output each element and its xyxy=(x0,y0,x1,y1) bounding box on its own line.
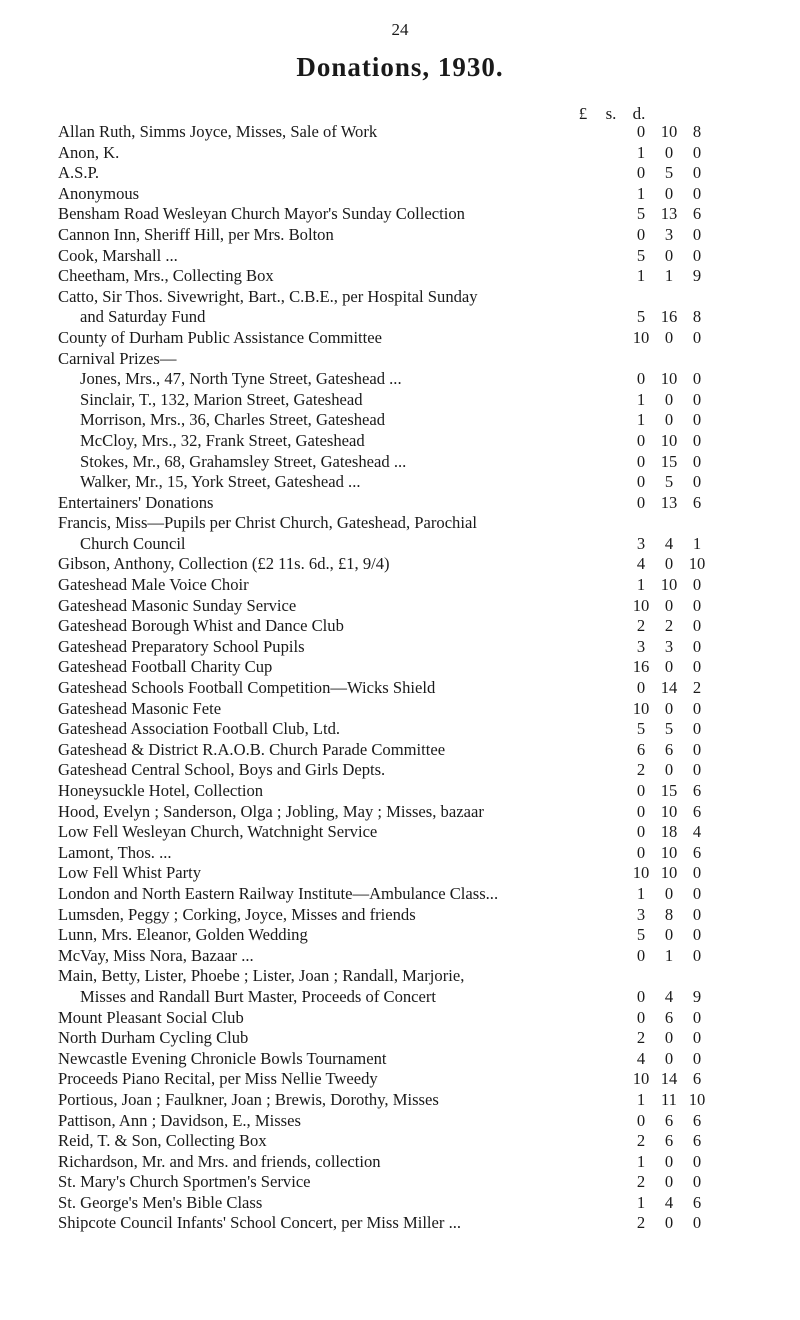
amount-pounds: 1 xyxy=(636,1151,646,1171)
donation-row xyxy=(58,534,798,555)
donation-row xyxy=(58,925,798,946)
donor-name: Low Fell Whist Party xyxy=(58,863,202,883)
donation-row xyxy=(58,657,798,678)
donor-name: Catto, Sir Thos. Sivewright, Bart., C.B.E., per Hospital Sunday xyxy=(58,286,478,306)
donations-list xyxy=(58,122,798,1234)
amount-pounds: 0 xyxy=(636,801,646,821)
amount-shillings: 16 xyxy=(660,307,678,327)
amount-pounds: 1 xyxy=(636,883,646,903)
donation-row xyxy=(58,740,798,761)
amount-shillings: 4 xyxy=(664,1192,674,1212)
donation-row xyxy=(58,554,798,575)
amount-shillings: 5 xyxy=(664,719,674,739)
amount-shillings: 6 xyxy=(664,1131,674,1151)
donor-name: Gateshead Masonic Fete xyxy=(58,698,222,718)
amount-pounds: 2 xyxy=(636,1028,646,1048)
amount-pounds: 0 xyxy=(636,224,646,244)
donation-row xyxy=(58,431,798,452)
donation-row xyxy=(58,287,798,308)
donation-row xyxy=(58,863,798,884)
donor-name: Pattison, Ann ; Davidson, E., Misses xyxy=(58,1110,301,1130)
amount-shillings: 0 xyxy=(664,883,674,903)
donation-row xyxy=(58,266,798,287)
donation-row xyxy=(58,1090,798,1111)
amount-pence: 6 xyxy=(692,492,702,512)
amount-shillings: 0 xyxy=(664,925,674,945)
amount-pence: 0 xyxy=(692,430,702,450)
donation-row xyxy=(58,946,798,967)
amount-pence: 0 xyxy=(692,1007,702,1027)
amount-pounds: 1 xyxy=(636,389,646,409)
amount-pounds: 0 xyxy=(636,1110,646,1130)
amount-pence: 10 xyxy=(688,1089,706,1109)
amount-pounds: 2 xyxy=(636,616,646,636)
donation-row xyxy=(58,307,798,328)
pence-header: d. xyxy=(632,104,646,123)
amount-pounds: 2 xyxy=(636,760,646,780)
donation-row xyxy=(58,637,798,658)
donor-name: Church Council xyxy=(80,533,186,553)
amount-shillings: 0 xyxy=(664,657,674,677)
donor-name: North Durham Cycling Club xyxy=(58,1028,249,1048)
amount-pence: 0 xyxy=(692,410,702,430)
donation-row xyxy=(58,1069,798,1090)
amount-pence: 0 xyxy=(692,163,702,183)
donation-row xyxy=(58,246,798,267)
amount-pounds: 0 xyxy=(636,492,646,512)
amount-pence: 9 xyxy=(692,266,702,286)
amount-pence: 0 xyxy=(692,183,702,203)
amount-pence: 0 xyxy=(692,698,702,718)
amount-pence: 0 xyxy=(692,636,702,656)
amount-shillings: 15 xyxy=(660,781,678,800)
amount-pence: 0 xyxy=(692,925,702,945)
amount-shillings: 5 xyxy=(664,163,674,183)
donation-row xyxy=(58,1049,798,1070)
page-number: 24 xyxy=(391,20,409,39)
amount-pounds: 2 xyxy=(636,1172,646,1192)
donation-row xyxy=(58,616,798,637)
amount-pounds: 0 xyxy=(636,369,646,389)
donor-name: Carnival Prizes— xyxy=(58,348,177,368)
amount-pounds: 2 xyxy=(636,1131,646,1151)
amount-shillings: 10 xyxy=(660,369,678,389)
amount-shillings: 13 xyxy=(660,492,678,512)
amount-shillings: 1 xyxy=(664,266,674,286)
donor-name: Gateshead Association Football Club, Ltd. xyxy=(58,719,341,739)
donor-name: Cook, Marshall ... xyxy=(58,245,178,265)
donor-name: Gateshead Preparatory School Pupils xyxy=(58,636,305,656)
donor-name: Allan Ruth, Simms Joyce, Misses, Sale of Work xyxy=(58,122,378,141)
amount-pounds: 1 xyxy=(636,1089,646,1109)
donor-name: Portious, Joan ; Faulkner, Joan ; Brewis, Dorothy, Misses xyxy=(58,1089,439,1109)
donor-name: Gateshead Central School, Boys and Girls Depts. xyxy=(58,760,386,780)
amount-pounds: 1 xyxy=(636,142,646,162)
amount-pence: 0 xyxy=(692,657,702,677)
donation-row xyxy=(58,493,798,514)
amount-pounds: 1 xyxy=(636,266,646,286)
amount-pounds: 10 xyxy=(632,863,650,883)
amount-pounds: 2 xyxy=(636,1213,646,1233)
donor-name: London and North Eastern Railway Institute—Ambulance Class... xyxy=(58,883,499,903)
amount-pence: 0 xyxy=(692,389,702,409)
donor-name: Morrison, Mrs., 36, Charles Street, Gateshead xyxy=(80,410,386,430)
donor-name: Anonymous xyxy=(58,183,140,203)
amount-shillings: 0 xyxy=(664,1213,674,1233)
amount-pounds: 0 xyxy=(636,451,646,471)
donor-name: Mount Pleasant Social Club xyxy=(58,1007,244,1027)
donor-name: Gateshead Football Charity Cup xyxy=(58,657,273,677)
donor-name: Jones, Mrs., 47, North Tyne Street, Gateshead ... xyxy=(80,369,402,389)
amount-shillings: 0 xyxy=(664,554,674,574)
amount-pence: 0 xyxy=(692,595,702,615)
donor-name: Richardson, Mr. and Mrs. and friends, collection xyxy=(58,1151,381,1171)
amount-pounds: 16 xyxy=(632,657,650,677)
amount-pence: 2 xyxy=(692,678,702,698)
amount-pence: 6 xyxy=(692,801,702,821)
amount-pounds: 5 xyxy=(636,719,646,739)
amount-shillings: 15 xyxy=(660,451,678,471)
donation-row xyxy=(58,1193,798,1214)
donation-row xyxy=(58,699,798,720)
amount-shillings: 8 xyxy=(664,904,674,924)
donation-row xyxy=(58,513,798,534)
amount-pounds: 4 xyxy=(636,1048,646,1068)
amount-pounds: 0 xyxy=(636,430,646,450)
amount-pounds: 5 xyxy=(636,307,646,327)
amount-pence: 0 xyxy=(692,245,702,265)
donor-name: Gateshead & District R.A.O.B. Church Parade Committee xyxy=(58,739,446,759)
amount-shillings: 11 xyxy=(661,1089,677,1109)
amount-pounds: 3 xyxy=(636,904,646,924)
amount-shillings: 6 xyxy=(664,1110,674,1130)
donation-row xyxy=(58,760,798,781)
donor-name: Stokes, Mr., 68, Grahamsley Street, Gateshead ... xyxy=(80,451,407,471)
donor-name: Proceeds Piano Recital, per Miss Nellie Tweedy xyxy=(58,1069,378,1089)
donor-name: St. George's Men's Bible Class xyxy=(58,1192,263,1212)
amount-shillings: 6 xyxy=(664,739,674,759)
amount-shillings: 0 xyxy=(664,595,674,615)
amount-pence: 0 xyxy=(692,224,702,244)
amount-pence: 0 xyxy=(692,451,702,471)
amount-pence: 0 xyxy=(692,472,702,492)
donation-row xyxy=(58,575,798,596)
donation-row xyxy=(58,1152,798,1173)
donor-name: Misses and Randall Burt Master, Proceeds of Concert xyxy=(80,986,437,1006)
amount-pounds: 6 xyxy=(636,739,646,759)
amount-pounds: 0 xyxy=(636,781,646,800)
donor-name: Low Fell Wesleyan Church, Watchnight Service xyxy=(58,822,378,842)
donor-name: Newcastle Evening Chronicle Bowls Tournament xyxy=(58,1048,387,1068)
amount-pounds: 0 xyxy=(636,822,646,842)
donation-row xyxy=(58,369,798,390)
amount-shillings: 3 xyxy=(664,636,674,656)
donor-name: St. Mary's Church Sportmen's Service xyxy=(58,1172,311,1192)
amount-pence: 0 xyxy=(692,575,702,595)
amount-pence: 0 xyxy=(692,945,702,965)
donation-row xyxy=(58,719,798,740)
amount-pounds: 0 xyxy=(636,122,646,141)
amount-shillings: 14 xyxy=(660,1069,678,1089)
donation-row xyxy=(58,1008,798,1029)
donation-row xyxy=(58,1111,798,1132)
amount-shillings: 10 xyxy=(660,801,678,821)
donor-name: Shipcote Council Infants' School Concert, per Miss Miller ... xyxy=(58,1213,462,1233)
amount-pence: 0 xyxy=(692,142,702,162)
amount-pounds: 0 xyxy=(636,678,646,698)
amount-shillings: 0 xyxy=(664,142,674,162)
amount-shillings: 14 xyxy=(660,678,678,698)
amount-pence: 0 xyxy=(692,1213,702,1233)
donor-name: Reid, T. & Son, Collecting Box xyxy=(58,1131,267,1151)
donation-row xyxy=(58,143,798,164)
donor-name: Lunn, Mrs. Eleanor, Golden Wedding xyxy=(58,925,308,945)
amount-shillings: 10 xyxy=(660,122,678,141)
donor-name: Walker, Mr., 15, York Street, Gateshead ... xyxy=(80,472,361,492)
amount-shillings: 4 xyxy=(664,533,674,553)
amount-pounds: 1 xyxy=(636,1192,646,1212)
amount-pence: 0 xyxy=(692,719,702,739)
donor-name: Cannon Inn, Sheriff Hill, per Mrs. Bolton xyxy=(58,224,334,244)
amount-shillings: 0 xyxy=(664,183,674,203)
donation-row xyxy=(58,802,798,823)
amount-shillings: 10 xyxy=(660,430,678,450)
donation-row xyxy=(58,1131,798,1152)
amount-pence: 6 xyxy=(692,1131,702,1151)
amount-pounds: 3 xyxy=(636,533,646,553)
donor-name: Entertainers' Donations xyxy=(58,492,214,512)
amount-pence: 0 xyxy=(692,883,702,903)
amount-shillings: 0 xyxy=(664,698,674,718)
amount-shillings: 5 xyxy=(664,472,674,492)
donor-name: Gateshead Male Voice Choir xyxy=(58,575,249,595)
donation-row xyxy=(58,204,798,225)
donation-row xyxy=(58,781,798,802)
amount-pence: 0 xyxy=(692,739,702,759)
amount-pounds: 4 xyxy=(636,554,646,574)
amount-pence: 0 xyxy=(692,369,702,389)
page-title: Donations, 1930. xyxy=(296,52,504,82)
donation-row xyxy=(58,843,798,864)
amount-shillings: 0 xyxy=(664,1028,674,1048)
donation-row xyxy=(58,390,798,411)
donor-name: McVay, Miss Nora, Bazaar ... xyxy=(58,945,254,965)
donor-name: and Saturday Fund xyxy=(80,307,206,327)
donor-name: Gateshead Masonic Sunday Service xyxy=(58,595,297,615)
donation-row xyxy=(58,1213,798,1234)
donor-name: Lumsden, Peggy ; Corking, Joyce, Misses and friends xyxy=(58,904,416,924)
amount-pounds: 0 xyxy=(636,472,646,492)
amount-shillings: 13 xyxy=(660,204,678,224)
donation-row xyxy=(58,410,798,431)
donation-row xyxy=(58,452,798,473)
amount-shillings: 0 xyxy=(664,389,674,409)
amount-pounds: 5 xyxy=(636,925,646,945)
donation-row xyxy=(58,225,798,246)
donation-row xyxy=(58,328,798,349)
amount-pence: 0 xyxy=(692,1172,702,1192)
amount-pence: 6 xyxy=(692,842,702,862)
amount-pence: 0 xyxy=(692,327,702,347)
amount-pounds: 0 xyxy=(636,1007,646,1027)
amount-pounds: 5 xyxy=(636,245,646,265)
amount-pence: 0 xyxy=(692,1151,702,1171)
donation-row xyxy=(58,966,798,987)
donor-name: Honeysuckle Hotel, Collection xyxy=(58,781,264,800)
amount-pence: 4 xyxy=(692,822,702,842)
donor-name: Gateshead Borough Whist and Dance Club xyxy=(58,616,344,636)
amount-pounds: 1 xyxy=(636,575,646,595)
amount-pounds: 5 xyxy=(636,204,646,224)
donation-row xyxy=(58,122,798,143)
amount-pounds: 0 xyxy=(636,842,646,862)
amount-shillings: 0 xyxy=(664,245,674,265)
amount-shillings: 6 xyxy=(664,1007,674,1027)
amount-pounds: 10 xyxy=(632,698,650,718)
amount-shillings: 10 xyxy=(660,863,678,883)
amount-shillings: 0 xyxy=(664,1048,674,1068)
donation-row xyxy=(58,596,798,617)
amount-pence: 6 xyxy=(692,1110,702,1130)
amount-pence: 0 xyxy=(692,616,702,636)
amount-shillings: 4 xyxy=(664,986,674,1006)
donor-name: A.S.P. xyxy=(58,163,100,183)
amount-pence: 8 xyxy=(692,307,702,327)
amount-pounds: 10 xyxy=(632,327,650,347)
amount-pence: 10 xyxy=(688,554,706,574)
amount-pence: 8 xyxy=(692,122,702,141)
donation-row xyxy=(58,184,798,205)
donor-name: County of Durham Public Assistance Committee xyxy=(58,327,383,347)
donation-row xyxy=(58,822,798,843)
amount-pence: 6 xyxy=(692,1192,702,1212)
amount-shillings: 0 xyxy=(664,327,674,347)
donation-row xyxy=(58,905,798,926)
donor-name: Cheetham, Mrs., Collecting Box xyxy=(58,266,274,286)
amount-shillings: 10 xyxy=(660,842,678,862)
pounds-header: £ xyxy=(578,104,588,123)
amount-shillings: 0 xyxy=(664,1151,674,1171)
amount-shillings: 1 xyxy=(664,945,674,965)
amount-pounds: 0 xyxy=(636,163,646,183)
donor-name: Anon, K. xyxy=(58,142,120,162)
column-headers xyxy=(578,104,790,124)
donation-row xyxy=(58,1028,798,1049)
donor-name: Bensham Road Wesleyan Church Mayor's Sunday Collection xyxy=(58,204,465,224)
amount-shillings: 0 xyxy=(664,410,674,430)
amount-pence: 6 xyxy=(692,1069,702,1089)
donor-name: Gibson, Anthony, Collection (£2 11s. 6d., £1, 9/4) xyxy=(58,554,390,574)
amount-pounds: 3 xyxy=(636,636,646,656)
amount-pence: 0 xyxy=(692,760,702,780)
donor-name: Hood, Evelyn ; Sanderson, Olga ; Jobling, May ; Misses, bazaar xyxy=(58,801,484,821)
amount-pounds: 10 xyxy=(632,595,650,615)
amount-pence: 6 xyxy=(692,204,702,224)
amount-pence: 6 xyxy=(692,781,702,800)
amount-pounds: 1 xyxy=(636,410,646,430)
donation-row xyxy=(58,987,798,1008)
amount-pence: 0 xyxy=(692,863,702,883)
amount-shillings: 10 xyxy=(660,575,678,595)
amount-shillings: 0 xyxy=(664,1172,674,1192)
donor-name: Sinclair, T., 132, Marion Street, Gateshead xyxy=(80,389,363,409)
amount-shillings: 2 xyxy=(664,616,674,636)
donation-row xyxy=(58,472,798,493)
donation-row xyxy=(58,163,798,184)
donor-name: Francis, Miss—Pupils per Christ Church, Gateshead, Parochial xyxy=(58,513,477,533)
amount-pounds: 0 xyxy=(636,986,646,1006)
amount-pence: 9 xyxy=(692,986,702,1006)
amount-pence: 0 xyxy=(692,904,702,924)
amount-pounds: 1 xyxy=(636,183,646,203)
donation-row xyxy=(58,678,798,699)
amount-pounds: 0 xyxy=(636,945,646,965)
amount-shillings: 18 xyxy=(660,822,678,842)
amount-pounds: 10 xyxy=(632,1069,650,1089)
amount-pence: 0 xyxy=(692,1028,702,1048)
amount-shillings: 3 xyxy=(664,224,674,244)
donor-name: McCloy, Mrs., 32, Frank Street, Gateshead xyxy=(80,430,365,450)
donor-name: Main, Betty, Lister, Phoebe ; Lister, Joan ; Randall, Marjorie, xyxy=(58,966,465,986)
amount-shillings: 0 xyxy=(664,760,674,780)
amount-pence: 1 xyxy=(692,533,702,553)
donation-row xyxy=(58,1172,798,1193)
amount-pence: 0 xyxy=(692,1048,702,1068)
donor-name: Lamont, Thos. ... xyxy=(58,842,172,862)
donation-row xyxy=(58,349,798,370)
donation-row xyxy=(58,884,798,905)
donor-name: Gateshead Schools Football Competition—Wicks Shield xyxy=(58,678,436,698)
shillings-header: s. xyxy=(605,104,617,123)
